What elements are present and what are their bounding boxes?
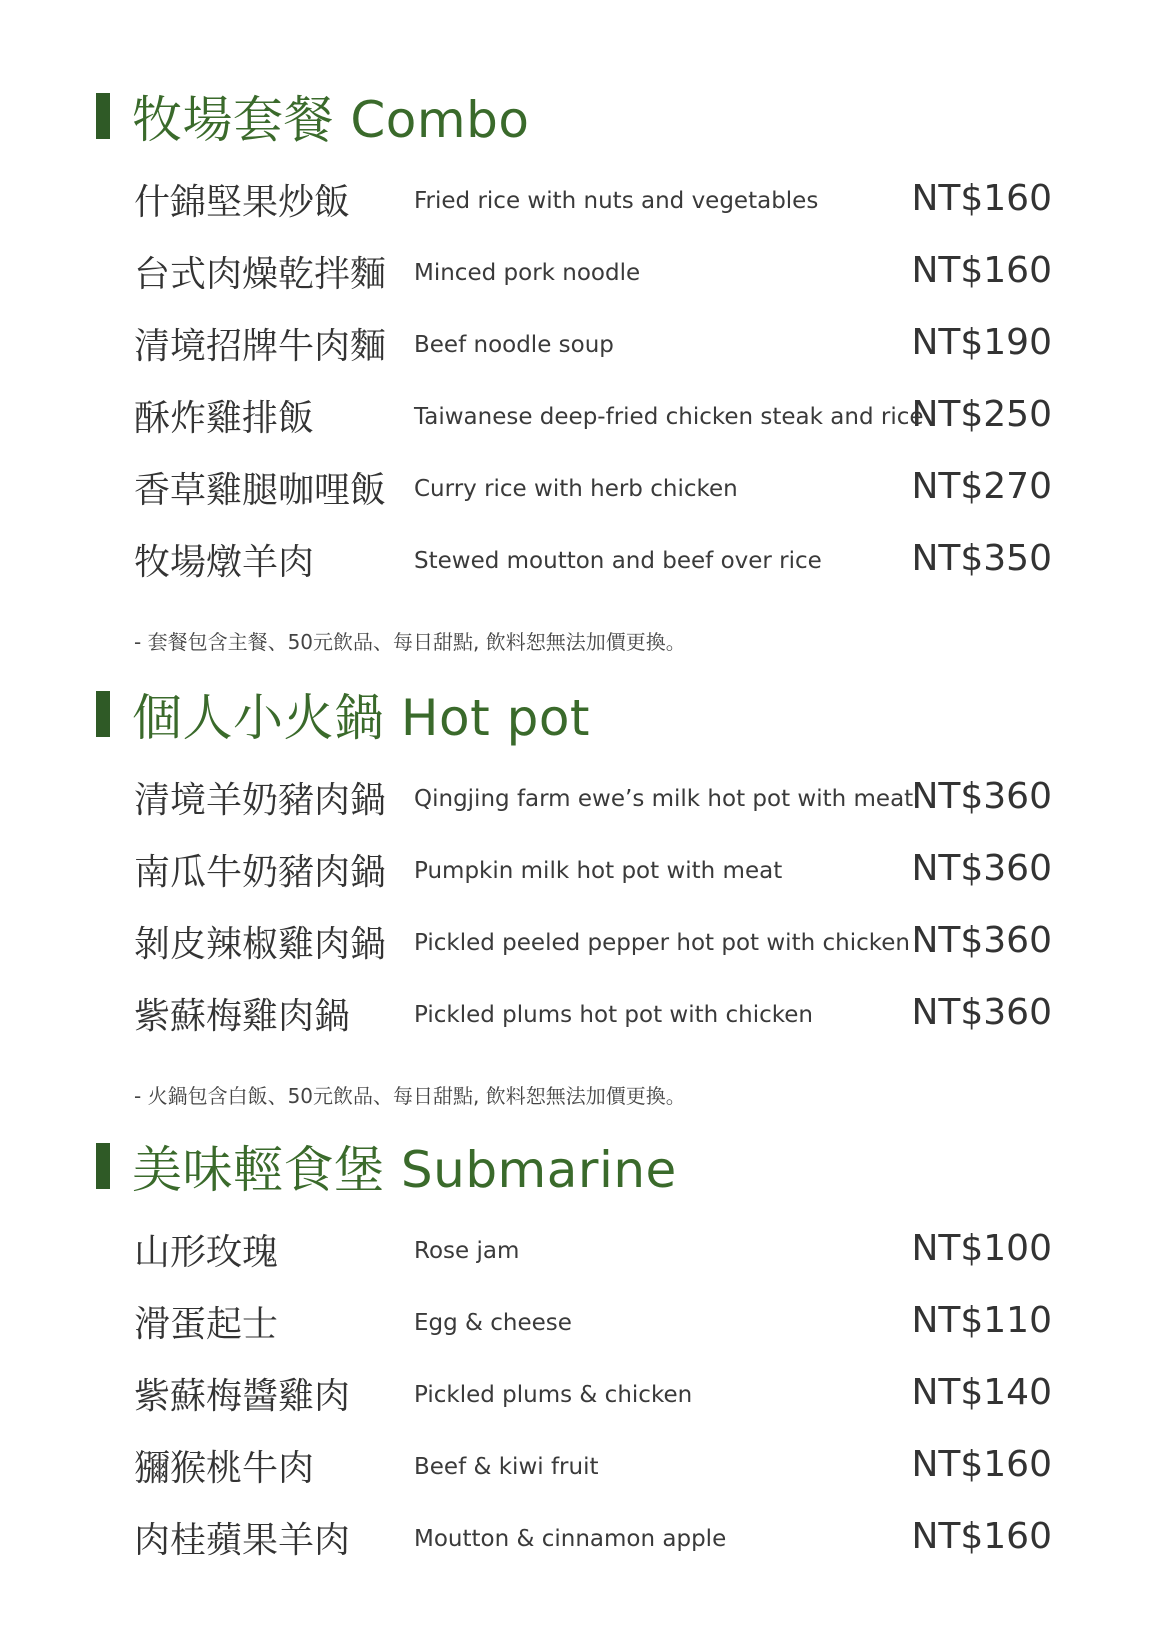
menu-item xyxy=(0,236,1160,308)
section-marker-bar xyxy=(96,1143,110,1189)
item-name-en: Moutton & cinnamon apple xyxy=(414,1526,727,1552)
item-name-zh: 酥炸雞排飯 xyxy=(134,398,315,439)
item-name-en: Pickled plums & chicken xyxy=(414,1382,693,1408)
item-name-en: Rose jam xyxy=(414,1238,520,1264)
section-title: 個人小火鍋 Hot pot xyxy=(132,689,591,747)
item-price: NT$160 xyxy=(911,250,1052,291)
section-note: - 套餐包含主餐、50元飲品、每日甜點, 飲料恕無法加價更換。 xyxy=(134,630,686,654)
item-name-en: Taiwanese deep-fried chicken steak and rice xyxy=(414,404,924,430)
item-price: NT$360 xyxy=(911,920,1052,961)
item-price: NT$190 xyxy=(911,322,1052,363)
item-name-en: Curry rice with herb chicken xyxy=(414,476,738,502)
item-name-en: Qingjing farm ewe’s milk hot pot with meat xyxy=(414,786,914,812)
menu-item xyxy=(0,380,1160,452)
menu-item xyxy=(0,1286,1160,1358)
item-name-zh: 剝皮辣椒雞肉鍋 xyxy=(134,924,387,965)
section-header xyxy=(96,684,591,747)
item-price: NT$350 xyxy=(911,538,1052,579)
item-name-zh: 南瓜牛奶豬肉鍋 xyxy=(134,852,387,893)
menu-item xyxy=(0,762,1160,834)
item-name-en: Pumpkin milk hot pot with meat xyxy=(414,858,783,884)
menu-item xyxy=(0,1502,1160,1574)
menu-item xyxy=(0,1358,1160,1430)
menu-item xyxy=(0,906,1160,978)
item-name-zh: 什錦堅果炒飯 xyxy=(134,182,351,223)
item-name-zh: 牧場燉羊肉 xyxy=(134,542,315,583)
item-price: NT$110 xyxy=(911,1300,1052,1341)
section-header xyxy=(96,1136,677,1199)
item-name-zh: 獼猴桃牛肉 xyxy=(134,1448,315,1489)
item-name-zh: 清境招牌牛肉麵 xyxy=(134,326,387,367)
menu-item xyxy=(0,524,1160,596)
menu-item xyxy=(0,308,1160,380)
item-name-zh: 紫蘇梅雞肉鍋 xyxy=(134,996,351,1037)
item-name-zh: 山形玫瑰 xyxy=(134,1232,279,1273)
section-marker-bar xyxy=(96,93,110,139)
item-name-en: Fried rice with nuts and vegetables xyxy=(414,188,819,214)
section-note: - 火鍋包含白飯、50元飲品、每日甜點, 飲料恕無法加價更換。 xyxy=(134,1084,686,1108)
item-name-zh: 肉桂蘋果羊肉 xyxy=(134,1520,351,1561)
section-marker-bar xyxy=(96,691,110,737)
item-price: NT$160 xyxy=(911,1444,1052,1485)
item-name-en: Pickled peeled pepper hot pot with chicken xyxy=(414,930,910,956)
menu-item xyxy=(0,452,1160,524)
item-name-zh: 台式肉燥乾拌麵 xyxy=(134,254,387,295)
item-price: NT$270 xyxy=(911,466,1052,507)
item-name-en: Pickled plums hot pot with chicken xyxy=(414,1002,814,1028)
item-price: NT$360 xyxy=(911,848,1052,889)
section-title: 美味輕食堡 Submarine xyxy=(132,1141,677,1199)
item-name-en: Egg & cheese xyxy=(414,1310,572,1336)
section-header xyxy=(96,86,530,149)
menu-item xyxy=(0,164,1160,236)
item-price: NT$160 xyxy=(911,178,1052,219)
item-name-en: Minced pork noodle xyxy=(414,260,641,286)
item-price: NT$360 xyxy=(911,776,1052,817)
menu-list xyxy=(0,1214,1160,1574)
item-name-zh: 紫蘇梅醬雞肉 xyxy=(134,1376,351,1417)
item-price: NT$160 xyxy=(911,1516,1052,1557)
menu-list xyxy=(0,164,1160,596)
item-name-en: Beef & kiwi fruit xyxy=(414,1454,599,1480)
menu-item xyxy=(0,978,1160,1050)
item-name-zh: 清境羊奶豬肉鍋 xyxy=(134,780,387,821)
menu-item xyxy=(0,1430,1160,1502)
item-price: NT$360 xyxy=(911,992,1052,1033)
item-name-zh: 香草雞腿咖哩飯 xyxy=(134,470,387,511)
item-price: NT$100 xyxy=(911,1228,1052,1269)
item-name-en: Beef noodle soup xyxy=(414,332,614,358)
item-name-en: Stewed moutton and beef over rice xyxy=(414,548,822,574)
menu-list xyxy=(0,762,1160,1050)
item-name-zh: 滑蛋起士 xyxy=(134,1304,279,1345)
menu-item xyxy=(0,1214,1160,1286)
item-price: NT$250 xyxy=(911,394,1052,435)
item-price: NT$140 xyxy=(911,1372,1052,1413)
section-title: 牧場套餐 Combo xyxy=(132,91,530,149)
menu-item xyxy=(0,834,1160,906)
